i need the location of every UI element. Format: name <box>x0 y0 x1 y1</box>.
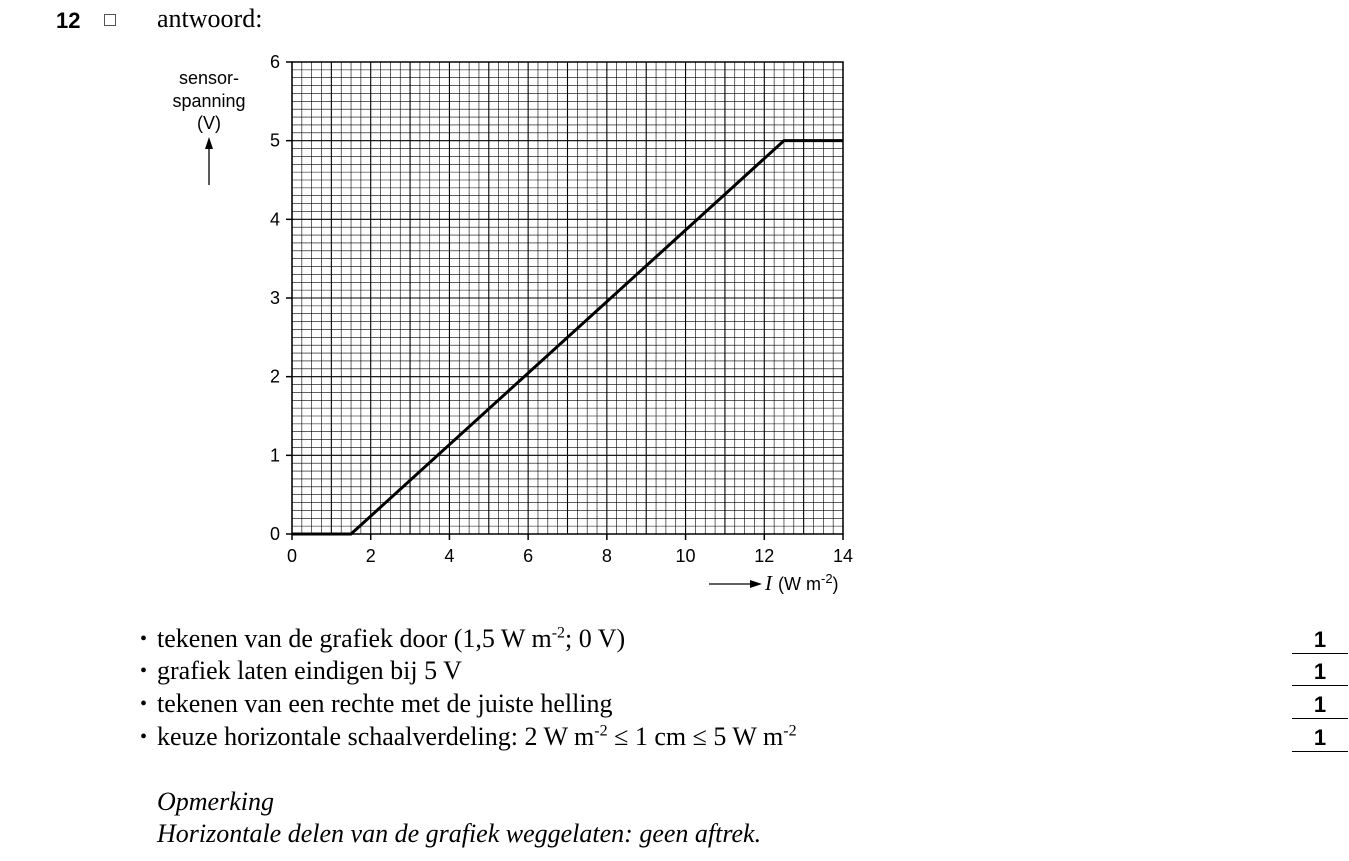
bullet: • <box>140 726 148 748</box>
note-title: Opmerking <box>157 787 274 816</box>
x-axis-unit-close: ) <box>832 574 839 594</box>
x-axis-unit: (W m <box>778 574 821 594</box>
y-axis-label: spanning <box>172 91 246 111</box>
y-tick-label: 3 <box>269 288 280 308</box>
criterion-1-text-a: tekenen van de grafiek door (1,5 W m <box>157 624 552 653</box>
bullet: • <box>140 660 148 682</box>
points-3: 1 <box>1292 694 1348 719</box>
y-tick-label: 1 <box>269 445 280 466</box>
question-number: 12 <box>56 8 81 33</box>
x-axis-label <box>764 571 839 595</box>
criterion-4-exp-b: -2 <box>783 722 797 740</box>
bullet: • <box>140 693 148 715</box>
bullet: • <box>140 628 148 650</box>
criterion-4-text-b: ≤ 1 cm ≤ 5 W m <box>607 722 784 751</box>
x-tick-label: 6 <box>523 546 534 566</box>
x-axis-symbol: I <box>765 571 772 595</box>
y-axis-label: (V) <box>197 113 221 133</box>
y-tick-label: 0 <box>269 524 280 544</box>
y-tick-label: 6 <box>269 52 280 72</box>
x-tick-label: 8 <box>601 546 612 566</box>
x-axis-arrow-head <box>750 580 762 588</box>
criterion-4-exp-a: -2 <box>594 722 608 740</box>
x-tick-label: 4 <box>444 546 455 566</box>
x-axis-unit-exponent: -2 <box>820 571 833 586</box>
x-tick-label: 12 <box>754 546 775 566</box>
x-tick-label: 0 <box>286 546 298 566</box>
criterion-4 <box>140 722 797 752</box>
points-1: 1 <box>1292 629 1348 654</box>
criterion-1-text-b: ; 0 V) <box>565 624 626 653</box>
criterion-1 <box>140 624 625 654</box>
criterion-1-exp: -2 <box>551 624 566 642</box>
x-tick-label: 2 <box>365 546 376 566</box>
criterion-4-text-a: keuze horizontale schaalverdeling: 2 W m <box>157 722 595 751</box>
criterion-3 <box>140 689 613 719</box>
points-2: 1 <box>1292 661 1348 686</box>
criterion-2 <box>140 656 462 686</box>
note-text: Horizontale delen van de grafiek weggelaten: geen aftrek. <box>157 819 762 848</box>
y-axis-label: sensor- <box>178 68 240 88</box>
question-label: antwoord: <box>157 4 263 33</box>
y-tick-label: 4 <box>269 209 280 230</box>
y-tick-label: 2 <box>269 366 280 387</box>
x-tick-label: 14 <box>832 546 854 566</box>
points-4: 1 <box>1292 727 1348 752</box>
y-tick-label: 5 <box>269 130 280 151</box>
criterion-2-text: grafiek laten eindigen bij 5 V <box>157 656 462 685</box>
y-axis-arrow-head <box>205 137 213 149</box>
criterion-3-text: tekenen van een rechte met de juiste helling <box>157 689 613 718</box>
x-tick-label: 10 <box>675 546 696 566</box>
